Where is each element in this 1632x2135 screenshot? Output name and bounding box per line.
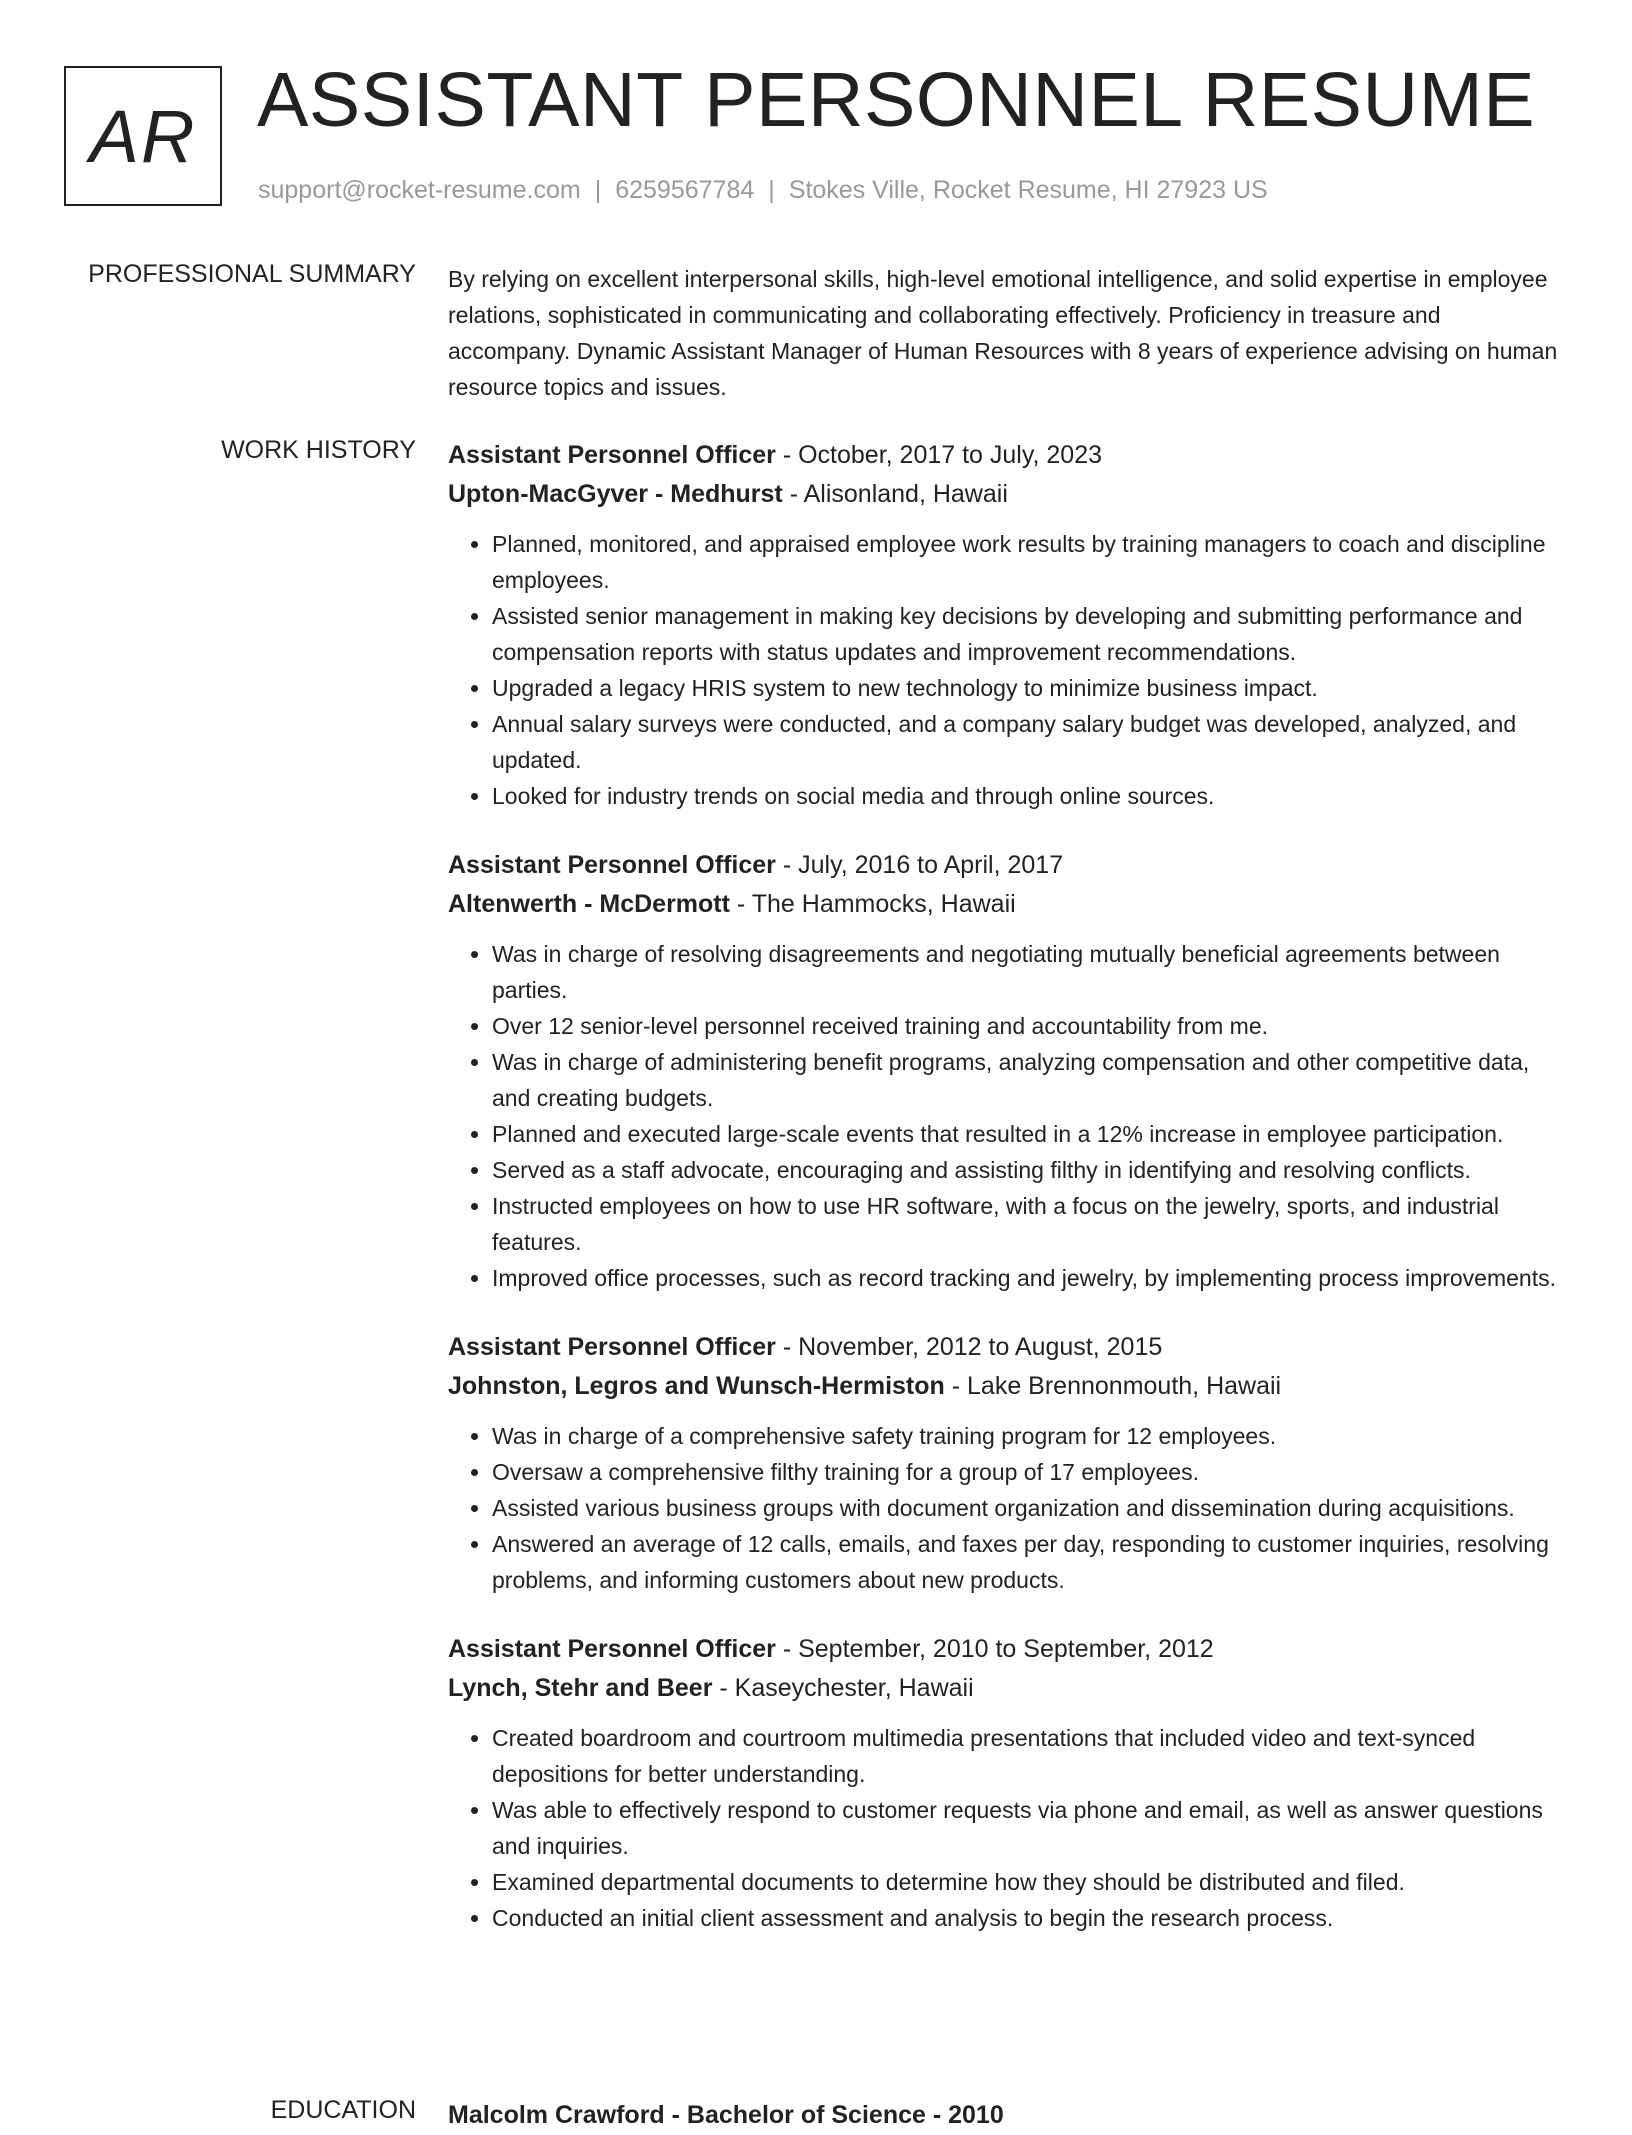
job-bullet: • Assisted various business groups with document organization and dissemination during acquisitions. (492, 1490, 1568, 1526)
job-bullet: • Examined departmental documents to determine how they should be distributed and filed. (492, 1864, 1568, 1900)
job-company: Lynch, Stehr and Beer (448, 1674, 713, 1702)
job-title: Assistant Personnel Officer (448, 1635, 776, 1663)
monogram-initials: AR (89, 94, 197, 178)
job-bullet: • Over 12 senior-level personnel received training and accountability from me. (492, 1008, 1568, 1044)
job-company: Upton-MacGyver - Medhurst (448, 480, 783, 508)
job-bullet: • Oversaw a comprehensive filthy training for a group of 17 employees. (492, 1454, 1568, 1490)
job-bullet: • Answered an average of 12 calls, emails, and faxes per day, responding to customer inquiries, resolving problems, and informing customers about new products. (492, 1526, 1568, 1598)
job-dates: - July, 2016 to April, 2017 (775, 851, 1064, 879)
job-bullets (448, 936, 1568, 1296)
job-bullet: • Planned, monitored, and appraised employee work results by training managers to coach and discipline employees. (492, 526, 1568, 598)
job-location: - Alisonland, Hawaii (782, 480, 1008, 508)
job-company: Johnston, Legros and Wunsch-Hermiston (448, 1372, 945, 1400)
job-title: Assistant Personnel Officer (448, 851, 776, 879)
job-company-line (448, 885, 1568, 924)
summary-text: By relying on excellent interpersonal skills, high-level emotional intelligence, and solid expertise in employee relations, sophisticated in communicating and collaborating effectively. Proficiency in treasure and accompany. Dynamic Assistant Manager of Human Resources with 8 years of experience advising on human resource topics and issues. (448, 266, 1558, 400)
job-bullet: • Was in charge of a comprehensive safety training program for 12 employees. (492, 1418, 1568, 1454)
job-bullet: • Planned and executed large-scale events that resulted in a 12% increase in employee participation. (492, 1116, 1568, 1152)
education-entry: Malcolm Crawford - Bachelor of Science - 2010 (448, 2101, 1004, 2129)
job-dates: - November, 2012 to August, 2015 (775, 1333, 1163, 1361)
job-entry (448, 436, 1568, 814)
job-bullet: • Created boardroom and courtroom multimedia presentations that included video and text-synced depositions for better understanding. (492, 1720, 1568, 1792)
job-title: Assistant Personnel Officer (448, 441, 776, 469)
job-title-line (448, 846, 1568, 885)
summary-label: PROFESSIONAL SUMMARY (88, 260, 416, 288)
job-entry (448, 1328, 1568, 1598)
job-company: Altenwerth - McDermott (448, 890, 730, 918)
resume-title: ASSISTANT PERSONNEL RESUME (257, 57, 1536, 143)
contact-line (258, 176, 1268, 205)
job-bullet: • Annual salary surveys were conducted, and a company salary budget was developed, analyzed, and updated. (492, 706, 1568, 778)
job-bullet: • Served as a staff advocate, encouraging and assisting filthy in identifying and resolving conflicts. (492, 1152, 1568, 1188)
job-entry (448, 1630, 1568, 1936)
job-title-line (448, 1630, 1568, 1669)
work-history-label: WORK HISTORY (221, 436, 416, 464)
job-location: - Kaseychester, Hawaii (712, 1674, 974, 1702)
contact-phone[interactable]: 6259567784 (615, 176, 755, 204)
job-bullet: • Conducted an initial client assessment and analysis to begin the research process. (492, 1900, 1568, 1936)
job-location: - Lake Brennonmouth, Hawaii (944, 1372, 1282, 1400)
job-dates: - September, 2010 to September, 2012 (775, 1635, 1214, 1663)
job-bullet: • Was in charge of resolving disagreements and negotiating mutually beneficial agreements between parties. (492, 936, 1568, 1008)
job-title: Assistant Personnel Officer (448, 1333, 776, 1361)
contact-address: Stokes Ville, Rocket Resume, HI 27923 US (788, 176, 1268, 204)
job-bullets (448, 1720, 1568, 1936)
job-company-line (448, 475, 1568, 514)
job-title-line (448, 1328, 1568, 1367)
job-bullet: • Looked for industry trends on social media and through online sources. (492, 778, 1568, 814)
job-bullet: • Upgraded a legacy HRIS system to new technology to minimize business impact. (492, 670, 1568, 706)
job-entry (448, 846, 1568, 1296)
monogram-box (64, 66, 222, 206)
work-history-body (448, 436, 1568, 1968)
job-bullet: • Was in charge of administering benefit programs, analyzing compensation and other competitive data, and creating budgets. (492, 1044, 1568, 1116)
job-bullets (448, 526, 1568, 814)
job-bullet: • Improved office processes, such as record tracking and jewelry, by implementing process improvements. (492, 1260, 1568, 1296)
contact-email[interactable]: support@rocket-resume.com (258, 176, 581, 204)
job-dates: - October, 2017 to July, 2023 (775, 441, 1103, 469)
job-bullets (448, 1418, 1568, 1598)
job-company-line (448, 1669, 1568, 1708)
job-title-line (448, 436, 1568, 475)
education-body (448, 2096, 1568, 2135)
job-company-line (448, 1367, 1568, 1406)
summary-body (448, 261, 1568, 405)
contact-separator: | (594, 176, 602, 204)
job-bullet: • Assisted senior management in making key decisions by developing and submitting performance and compensation reports with status updates and improvement recommendations. (492, 598, 1568, 670)
education-label: EDUCATION (270, 2096, 416, 2124)
job-bullet: • Was able to effectively respond to customer requests via phone and email, as well as answer questions and inquiries. (492, 1792, 1568, 1864)
job-location: - The Hammocks, Hawaii (729, 890, 1016, 918)
job-bullet: • Instructed employees on how to use HR software, with a focus on the jewelry, sports, and industrial features. (492, 1188, 1568, 1260)
contact-separator: | (768, 176, 775, 204)
